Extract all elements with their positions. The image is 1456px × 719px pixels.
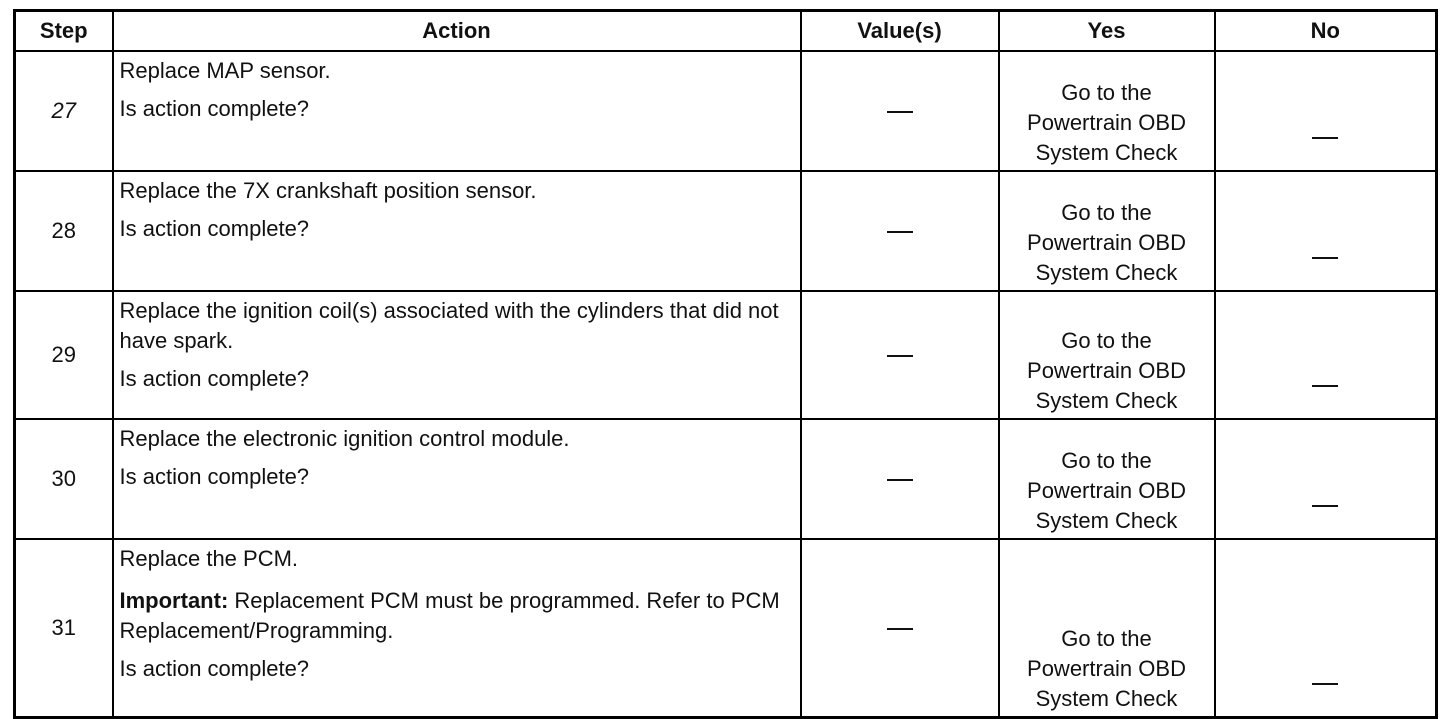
yes-cell xyxy=(999,51,1215,171)
no-dash xyxy=(1312,505,1338,507)
table-row xyxy=(15,539,1437,718)
no-cell xyxy=(1215,419,1437,539)
action-question: Is action complete? xyxy=(119,96,310,121)
yes-line: Go to the xyxy=(1061,80,1152,105)
action-question: Is action complete? xyxy=(119,366,310,391)
yes-cell xyxy=(999,539,1215,718)
action-text: Replace MAP sensor. xyxy=(119,58,331,83)
diagnostic-table xyxy=(13,9,1438,719)
no-dash xyxy=(1312,683,1338,685)
no-cell xyxy=(1215,539,1437,718)
important-text: Replacement PCM must be programmed. Refer to PCM Replacement/Programming. xyxy=(119,588,780,643)
important-note xyxy=(120,586,794,646)
yes-cell xyxy=(999,419,1215,539)
yes-cell xyxy=(999,291,1215,419)
step-number: 29 xyxy=(15,291,113,419)
action-question: Is action complete? xyxy=(119,464,310,489)
yes-line: Go to the xyxy=(1061,328,1152,353)
important-label: Important: xyxy=(119,588,229,613)
yes-line: Powertrain OBD xyxy=(1027,110,1186,135)
step-number: 30 xyxy=(15,419,113,539)
action-text: Replace the 7X crankshaft position sensor. xyxy=(119,178,537,203)
table-row xyxy=(15,419,1437,539)
no-dash xyxy=(1312,385,1338,387)
value-cell xyxy=(801,51,999,171)
step-number: 28 xyxy=(15,171,113,291)
yes-line: Go to the xyxy=(1061,626,1152,651)
yes-line: System Check xyxy=(1035,388,1178,413)
no-dash xyxy=(1312,137,1338,139)
yes-cell xyxy=(999,171,1215,291)
yes-line: System Check xyxy=(1035,508,1178,533)
value-cell xyxy=(801,419,999,539)
action-question: Is action complete? xyxy=(119,656,310,681)
header-row xyxy=(15,11,1437,52)
no-dash xyxy=(1312,257,1338,259)
action-cell xyxy=(113,291,801,419)
yes-line: Powertrain OBD xyxy=(1027,478,1186,503)
header-step: Step xyxy=(15,11,113,52)
yes-line: Powertrain OBD xyxy=(1027,230,1186,255)
table-row xyxy=(15,171,1437,291)
no-cell xyxy=(1215,171,1437,291)
yes-line: Powertrain OBD xyxy=(1027,358,1186,383)
value-cell xyxy=(801,291,999,419)
yes-line: Go to the xyxy=(1061,448,1152,473)
header-values: Value(s) xyxy=(801,11,999,52)
action-cell xyxy=(113,419,801,539)
value-dash xyxy=(887,628,913,630)
yes-line: Powertrain OBD xyxy=(1027,656,1186,681)
step-number: 27 xyxy=(15,51,113,171)
value-cell xyxy=(801,171,999,291)
action-question: Is action complete? xyxy=(119,216,310,241)
header-yes: Yes xyxy=(999,11,1215,52)
action-cell xyxy=(113,51,801,171)
action-cell xyxy=(113,539,801,718)
action-text: Replace the PCM. xyxy=(119,546,299,571)
value-dash xyxy=(887,231,913,233)
step-number: 31 xyxy=(15,539,113,718)
yes-line: Go to the xyxy=(1061,200,1152,225)
no-cell xyxy=(1215,51,1437,171)
action-text: Replace the ignition coil(s) associated with the cylinders that did not have spark. xyxy=(119,298,779,353)
no-cell xyxy=(1215,291,1437,419)
value-dash xyxy=(887,355,913,357)
header-action: Action xyxy=(113,11,801,52)
header-no: No xyxy=(1215,11,1437,52)
action-text: Replace the electronic ignition control module. xyxy=(119,426,570,451)
table-row xyxy=(15,51,1437,171)
yes-line: System Check xyxy=(1035,140,1178,165)
action-cell xyxy=(113,171,801,291)
value-dash xyxy=(887,479,913,481)
value-cell xyxy=(801,539,999,718)
yes-line: System Check xyxy=(1035,686,1178,711)
value-dash xyxy=(887,111,913,113)
table-row xyxy=(15,291,1437,419)
yes-line: System Check xyxy=(1035,260,1178,285)
